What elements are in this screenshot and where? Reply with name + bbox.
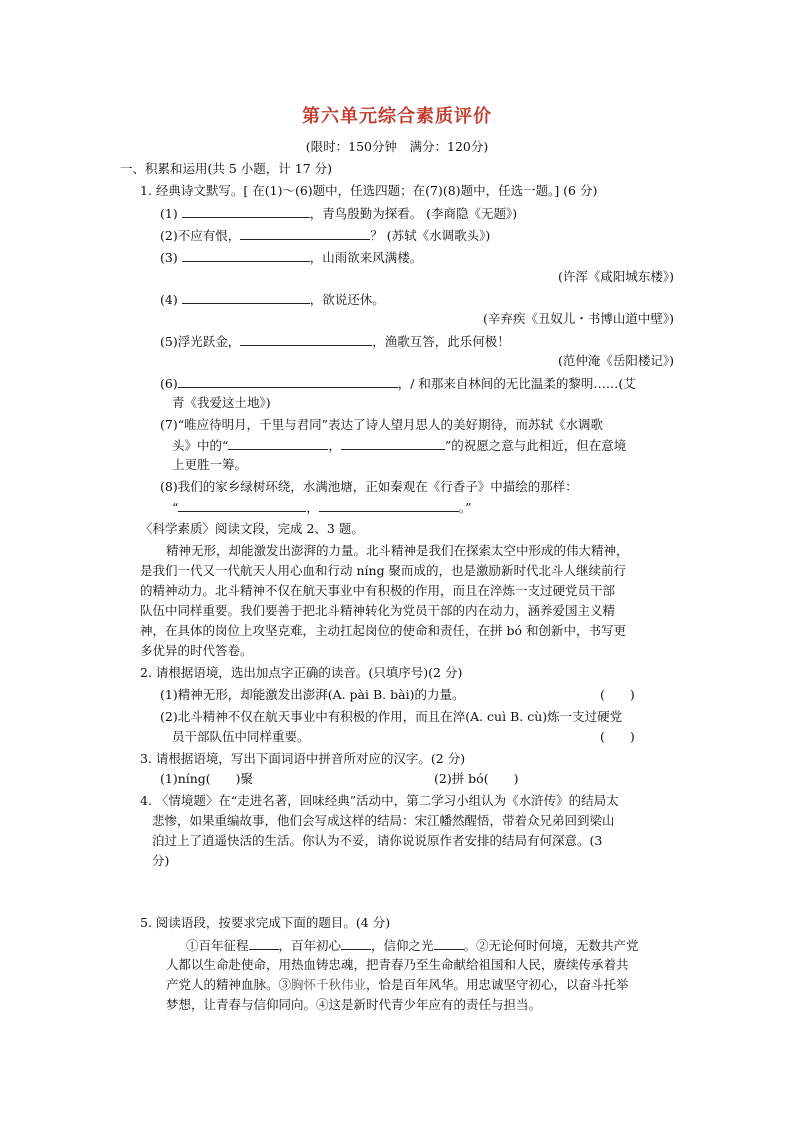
- passage-line: 的精神动力。北斗精神不仅在航天事业中有积极的作用，而且在淬炼一支过硬党员干部: [140, 583, 616, 598]
- fill-blank[interactable]: [249, 936, 279, 950]
- answer-blank[interactable]: [341, 436, 445, 450]
- q2-stem: 2. 请根据语境，选出加点字正确的读音。(只填序号)(2 分): [140, 665, 463, 680]
- answer-blank[interactable]: [228, 436, 328, 450]
- answer-blank[interactable]: [182, 204, 310, 218]
- q2-answer-paren-2[interactable]: ( ): [600, 729, 635, 744]
- q1-8-line-a: (8)我们的家乡绿树环绕，水满池塘，正如秦观在《行香子》中描绘的那样：: [160, 479, 578, 494]
- q2-item-2-cont: 员干部队伍中同样重要。: [172, 729, 310, 744]
- q1-6-prefix: (6): [160, 376, 178, 391]
- q1-7-line-a: (7)“唯应待明月，千里与君同”表达了诗人望月思人的美好期待，而苏轼《水调歌: [160, 417, 603, 432]
- q4-line-2: 悲惨，如果重编故事，他们会写成这样的结局：宋江幡然醒悟，带着众兄弟回到梁山: [152, 813, 615, 828]
- passage-line: 是我们一代又一代航天人用心血和行动 níng 聚而成的，也是激励新时代北斗人继续前行: [140, 563, 627, 578]
- q1-1-text: ，青鸟殷勤为探看。 (李商隐《无题》): [309, 206, 518, 221]
- q1-8-text-1: “: [172, 500, 179, 515]
- q1-5-source: (范仲淹《岳阳楼记》): [557, 353, 674, 368]
- q5-text-3: ，信仰之光: [371, 938, 434, 953]
- q1-line-1: [160, 204, 517, 223]
- q1-7-text-3: ”的祝愿之意与此相近，但在意境: [444, 438, 627, 453]
- q5-line-3: [166, 976, 629, 994]
- q1-6-continued: 青《我爱这土地》): [172, 395, 271, 410]
- fill-blank[interactable]: [341, 936, 371, 950]
- q1-5-prefix: (5)浮光跃金，: [160, 334, 241, 349]
- answer-blank[interactable]: [240, 332, 372, 346]
- q2-item-1: (1)精神无形，却能激发出澎湃(A. pài B. bài)的力量。: [160, 687, 465, 702]
- q1-7-text-1: 头》中的“: [172, 438, 229, 453]
- q1-3-text: ，山雨欲来风满楼。: [309, 250, 423, 265]
- q1-line-3: [160, 248, 422, 267]
- reading-intro: 〈科学素质〉阅读文段，完成 2、3 题。: [140, 521, 364, 536]
- q1-8-line-b: [172, 498, 472, 517]
- q5-text-2: ，百年初心: [278, 938, 342, 953]
- q1-2-text: ？ (苏轼《水调歌头》): [370, 228, 491, 243]
- q1-4-text: ，欲说还休。: [309, 292, 385, 307]
- q1-5-text: ，渔歌互答，此乐何极！: [372, 334, 510, 349]
- q2-item-2: (2)北斗精神不仅在航天事业中有积极的作用，而且在淬(A. cuì B. cù)炼一支过硬党: [160, 709, 623, 724]
- q1-7-line-b: [172, 436, 626, 455]
- passage-line: 队伍中同样重要。我们要善于把北斗精神转化为党员干部的内在动力，涵养爱国主义精: [140, 603, 616, 618]
- answer-blank[interactable]: [178, 498, 306, 512]
- q5-line-1: [186, 936, 639, 955]
- q1-6-text: / 和那来自林间的无比温柔的黎明……(艾: [410, 376, 636, 391]
- answer-blank[interactable]: [182, 248, 310, 262]
- q1-3-source: (许浑《咸阳城东楼》): [557, 269, 674, 284]
- q1-line-4: [160, 290, 385, 309]
- answer-blank[interactable]: [240, 226, 370, 240]
- q1-stem: 1. 经典诗文默写。[ 在(1)～(6)题中，任选四题；在(7)(8)题中，任选一题。] (6 分): [140, 183, 598, 198]
- q1-line-6: (6) ，/ 和那来自林间的无比温柔的黎明……(艾: [160, 376, 636, 391]
- q4-line-3: 泊过上了逍遥快活的生活。你认为不妥，请你说说原作者安排的结局有何深意。(3: [152, 833, 603, 848]
- q1-4-source: (辛弃疾《丑奴儿・书博山道中壁》): [482, 311, 674, 326]
- answer-blank[interactable]: [178, 374, 398, 388]
- q1-3-prefix: (3): [160, 250, 178, 265]
- q2-answer-paren-1[interactable]: ( ): [600, 687, 635, 702]
- q4-line-1: 4. 〈情境题〉在“走进名著，回味经典”活动中，第二学习小组认为《水浒传》的结局太: [140, 793, 619, 808]
- q1-7-text-2: ，: [328, 438, 341, 453]
- page-subtitle: (限时：150分钟 满分：120分): [305, 139, 489, 154]
- q1-line-2: [160, 226, 490, 245]
- q5-dotted-phrase: 胸怀千秋伟业: [291, 977, 367, 992]
- q5-text-4: 。②无论何时何境，无数共产党: [463, 938, 639, 953]
- answer-blank[interactable]: [182, 290, 310, 304]
- passage-line: 多优异的时代答卷。: [140, 643, 253, 658]
- q5-text-1: ①百年征程: [186, 938, 249, 953]
- q1-2-prefix: (2)不应有恨，: [160, 228, 241, 243]
- q3-item-1[interactable]: (1)níng( )聚: [160, 771, 254, 786]
- q5-text-5: 产党人的精神血脉。③: [166, 977, 292, 992]
- passage-line: 精神无形，却能激发出澎湃的力量。北斗精神是我们在探索太空中形成的伟大精神，: [166, 543, 629, 558]
- q5-stem: 5. 阅读语段，按要求完成下面的题目。(4 分): [140, 915, 391, 930]
- q4-line-4: 分): [152, 853, 170, 868]
- q1-1-prefix: (1): [160, 206, 178, 221]
- q3-stem: 3. 请根据语境，写出下面词语中拼音所对应的汉字。(2 分): [140, 751, 466, 766]
- q1-7-line-c: 上更胜一筹。: [172, 457, 248, 472]
- passage-line: 神，在具体的岗位上攻坚克难，主动扛起岗位的使命和责任，在拼 bó 和创新中，书写更: [140, 623, 626, 638]
- q1-4-prefix: (4): [160, 292, 178, 307]
- section-heading: 一、积累和运用(共 5 小题，计 17 分): [120, 161, 333, 176]
- q1-8-text-2: ，: [306, 500, 319, 515]
- fill-blank[interactable]: [434, 936, 464, 950]
- q5-line-2: 人都以生命赴使命，用热血铸忠魂，把青春乃至生命献给祖国和人民，赓续传承着共: [166, 957, 629, 972]
- q5-text-6: ，恰是百年风华。用忠诚坚守初心，以奋斗托举: [366, 977, 629, 992]
- q1-line-5: [160, 332, 510, 351]
- page-title: 第六单元综合素质评价: [302, 106, 492, 127]
- q1-8-text-3: 。”: [458, 500, 472, 515]
- q3-item-2[interactable]: (2)拼 bó( ): [434, 771, 519, 786]
- answer-blank[interactable]: [319, 498, 459, 512]
- q5-line-4: 梦想，让青春与信仰同向。④这是新时代青少年应有的责任与担当。: [166, 997, 542, 1012]
